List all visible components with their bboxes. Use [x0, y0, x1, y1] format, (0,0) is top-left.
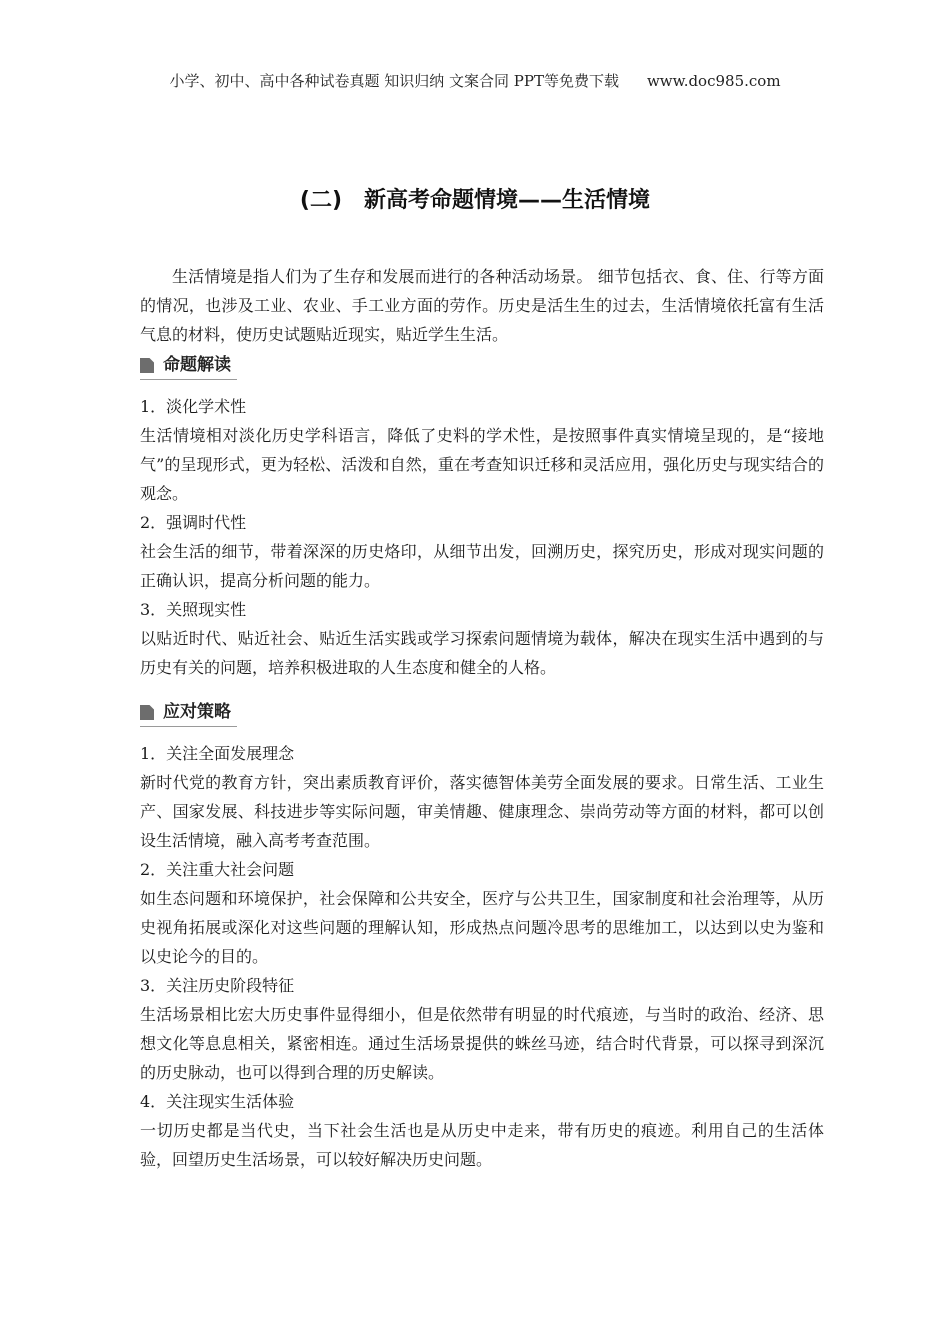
item-body: 以贴近时代、贴近社会、贴近生活实践或学习探索问题情境为载体，解决在现实生活中遇到的与历史有关的问题，培养积极进取的人生态度和健全的人格。 — [140, 629, 824, 677]
document-body — [140, 262, 824, 1174]
item-body: 生活情境相对淡化历史学科语言，降低了史料的学术性，是按照事件真实情境呈现的，是“接地气”的呈现形式，更为轻松、活泼和自然，重在考查知识迁移和灵活应用，强化历史与现实结合的观念。 — [140, 426, 824, 503]
section-interpretation — [140, 349, 824, 682]
page-header — [0, 70, 950, 91]
header-text: 小学、初中、高中各种试卷真题 知识归纳 文案合同 PPT等免费下载 — [169, 72, 619, 90]
section-heading — [140, 700, 237, 727]
page-title — [0, 183, 950, 214]
item-body: 如生态问题和环境保护，社会保障和公共安全，医疗与公共卫生，国家制度和社会治理等，从历史视角拓展或深化对这些问题的理解认知，形成热点问题冷思考的思维加工，以达到以史为鉴和以史论今的目的。 — [140, 889, 824, 966]
intro-text: 生活情境是指人们为了生存和发展而进行的各种活动场景。 细节包括衣、食、住、行等方面的情况，也涉及工业、农业、手工业方面的劳作。历史是活生生的过去，生活情境依托富有生活气息的材料，使历史试题贴近现实，贴近学生生活。 — [140, 267, 824, 344]
item-title: 2．强调时代性 — [140, 513, 247, 532]
section-heading — [140, 353, 237, 380]
item-body: 生活场景相比宏大历史事件显得细小，但是依然带有明显的时代痕迹，与当时的政治、经济、思想文化等息息相关，紧密相连。通过生活场景提供的蛛丝马迹，结合时代背景，可以探寻到深沉的历史脉动，也可以得到合理的历史解读。 — [140, 1005, 824, 1082]
document-icon — [140, 358, 154, 373]
item-title: 3．关照现实性 — [140, 600, 247, 619]
item-body: 一切历史都是当代史，当下社会生活也是从历史中走来，带有历史的痕迹。利用自己的生活体验，回望历史生活场景，可以较好解决历史问题。 — [140, 1121, 824, 1169]
title-number: (二) — [299, 188, 343, 213]
section-heading-label: 应对策略 — [163, 701, 231, 722]
item-title: 2．关注重大社会问题 — [140, 860, 295, 879]
section-strategy — [140, 696, 824, 1174]
title-text: 新高考命题情境——生活情境 — [364, 188, 651, 213]
item-title: 1．淡化学术性 — [140, 397, 247, 416]
section-spacer — [140, 682, 824, 696]
item-title: 1．关注全面发展理念 — [140, 744, 295, 763]
section-heading-label: 命题解读 — [163, 354, 231, 375]
item-body: 新时代党的教育方针，突出素质教育评价，落实德智体美劳全面发展的要求。日常生活、工业生产、国家发展、科技进步等实际问题，审美情趣、健康理念、崇尚劳动等方面的材料，都可以创设生活情境，融入高考考查范围。 — [140, 773, 824, 850]
item-title: 4．关注现实生活体验 — [140, 1092, 295, 1111]
document-icon — [140, 705, 154, 720]
header-site-link[interactable]: www.doc985.com — [646, 72, 781, 90]
intro-paragraph — [140, 262, 824, 349]
item-title: 3．关注历史阶段特征 — [140, 976, 295, 995]
item-body: 社会生活的细节，带着深深的历史烙印，从细节出发，回溯历史，探究历史，形成对现实问题的正确认识，提高分析问题的能力。 — [140, 542, 824, 590]
